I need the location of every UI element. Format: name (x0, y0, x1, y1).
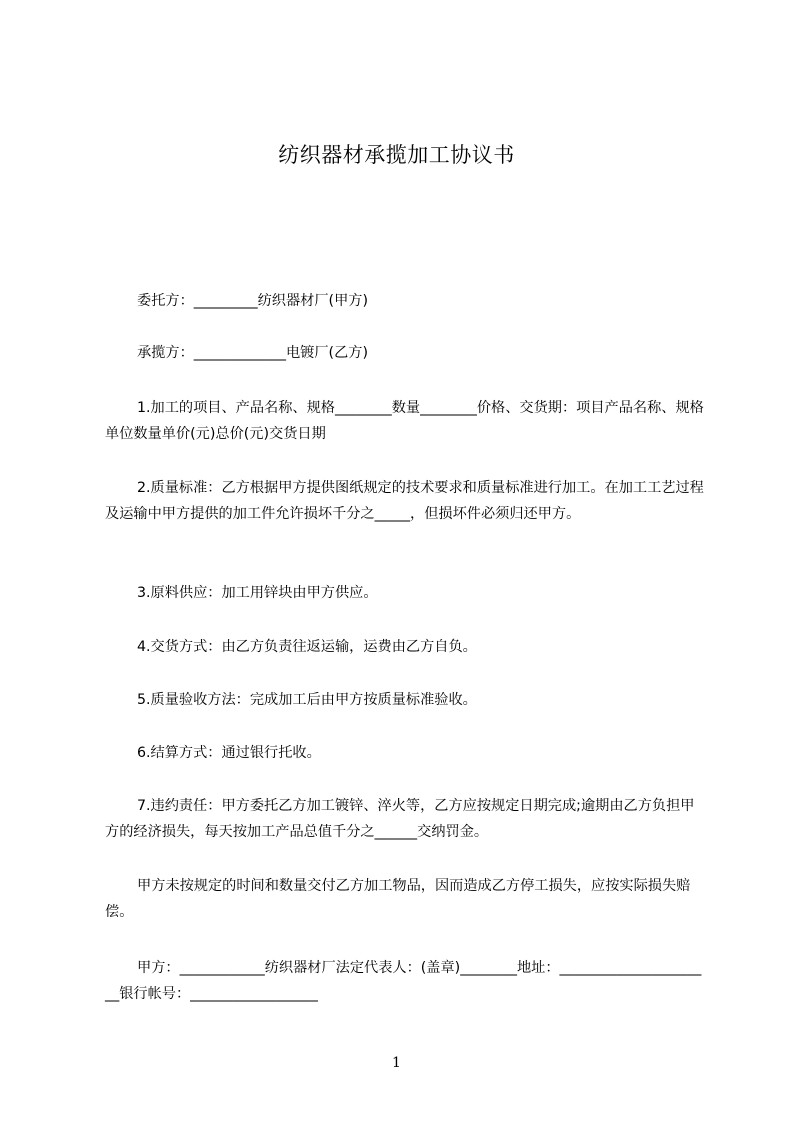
clause-6-settlement-method: 6.结算方式：通过银行托收。 (137, 745, 321, 761)
clause-3-raw-material: 3.原料供应：加工用锌块由甲方供应。 (137, 585, 378, 601)
party-a-breach-paragraph: 甲方未按规定的时间和数量交付乙方加工物品，因而造成乙方停工损失，应按实际损失赔偿。 (105, 878, 691, 920)
clause-1-processing-items: 1.加工的项目、产品名称、规格________数量________价格、交货期：项目产品名称、规格单位数量单价(元)总价(元)交货日期 (105, 400, 704, 442)
party-b-line: 承揽方：_____________电镀厂(乙方) (137, 345, 368, 361)
clause-2-quality-standard: 2.质量标准：乙方根据甲方提供图纸规定的技术要求和质量标准进行加工。在加工工艺过程及运输中甲方提供的加工件允许损坏千分之_____，但损坏件必须归还甲方。 (105, 480, 704, 522)
page-number: 1 (392, 1055, 401, 1071)
clause-4-delivery-method: 4.交货方式：由乙方负责往返运输，运费由乙方自负。 (137, 639, 477, 655)
party-a-signature-block: 甲方：____________纺织器材厂法定代表人：(盖章)________地址：______________________银行帐号：__________________ (105, 960, 702, 1002)
clause-5-acceptance-method: 5.质量验收方法：完成加工后由甲方按质量标准验收。 (137, 692, 477, 708)
party-a-line: 委托方：_________纺织器材厂(甲方) (137, 293, 368, 309)
clause-7-liability-for-breach: 7.违约责任：甲方委托乙方加工镀锌、淬火等，乙方应按规定日期完成;逾期由乙方负担甲方的经济损失，每天按加工产品总值千分之______交纳罚金。 (105, 798, 695, 840)
document-title: 纺织器材承揽加工协议书 (278, 143, 515, 167)
